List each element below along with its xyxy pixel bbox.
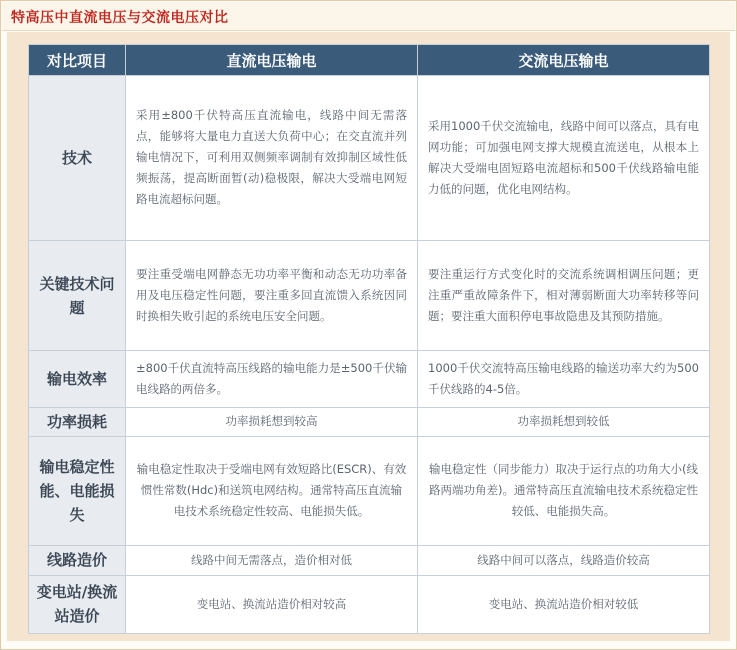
- header-bar: [2, 2, 735, 31]
- row-label: 变电站/换流站造价: [29, 575, 126, 633]
- dc-cell: 输电稳定性取决于受端电网有效短路比(ESCR)、有效惯性常数(Hdc)和送筑电网结构。通常特高压直流输电技术系统稳定性较高、电能损失低。: [126, 436, 418, 545]
- table-row-technology: [29, 76, 710, 241]
- header-dc: 直流电压输电: [126, 45, 418, 76]
- table-row-stability: [29, 436, 710, 545]
- row-label: 线路造价: [29, 545, 126, 575]
- header-item: 对比项目: [29, 45, 126, 76]
- page-title: 特高压中直流电压与交流电压对比: [11, 10, 229, 26]
- ac-cell: 采用1000千伏交流输电，线路中间可以落点，具有电网功能；可加强电网支撑大规模直流送电，从根本上解决大受端电固短路电流超标和500千伏线路输电能力低的问题，优化电网结构。: [418, 76, 710, 241]
- table-row-efficiency: [29, 351, 710, 407]
- table-row-key-issues: [29, 240, 710, 351]
- row-label: 输电效率: [29, 351, 126, 407]
- dc-cell: 变电站、换流站造价相对较高: [126, 575, 418, 633]
- table-row-station-cost: [29, 575, 710, 633]
- comparison-table: [28, 44, 710, 634]
- dc-cell: 线路中间无需落点，造价相对低: [126, 545, 418, 575]
- table-row-line-cost: [29, 545, 710, 575]
- dc-cell: 功率损耗想到较高: [126, 407, 418, 436]
- header-ac: 交流电压输电: [418, 45, 710, 76]
- row-label: 关键技术问题: [29, 240, 126, 351]
- ac-cell: 变电站、换流站造价相对较低: [418, 575, 710, 633]
- row-label: 功率损耗: [29, 407, 126, 436]
- table-header-row: [29, 45, 710, 76]
- row-label: 技术: [29, 76, 126, 241]
- table-row-power-loss: [29, 407, 710, 436]
- ac-cell: 要注重运行方式变化时的交流系统调相调压问题；更注重严重故障条件下，相对薄弱断面大功率转移等问题；要注重大面积停电事故隐患及其预防措施。: [418, 240, 710, 351]
- ac-cell: 功率损耗想到较低: [418, 407, 710, 436]
- dc-cell: 要注重受端电网静态无功功率平衡和动态无功功率备用及电压稳定性问题，要注重多回直流馈入系统因同时换相失败引起的系统电压安全问题。: [126, 240, 418, 351]
- dc-cell: ±800千伏直流特高压线路的输电能力是±500千伏输电线路的两倍多。: [126, 351, 418, 407]
- ac-cell: 线路中间可以落点，线路造价较高: [418, 545, 710, 575]
- ac-cell: 1000千伏交流特高压输电线路的输送功率大约为500千伏线路的4-5倍。: [418, 351, 710, 407]
- row-label: 输电稳定性能、电能损失: [29, 436, 126, 545]
- comparison-table-wrapper: [28, 44, 709, 634]
- ac-cell: 输电稳定性（同步能力）取决于运行点的功角大小(线路两端功角差)。通常特高压直流输电技术系统稳定性较低、电能损失高。: [418, 436, 710, 545]
- dc-cell: 采用±800千伏特高压直流输电，线路中间无需落点，能够将大量电力直送大负荷中心；在交直流并列输电情况下，可利用双侧频率调制有效抑制区域性低频振荡，提高断面暂(动)稳极限，解决大受端电网短路电流超标问题。: [126, 76, 418, 241]
